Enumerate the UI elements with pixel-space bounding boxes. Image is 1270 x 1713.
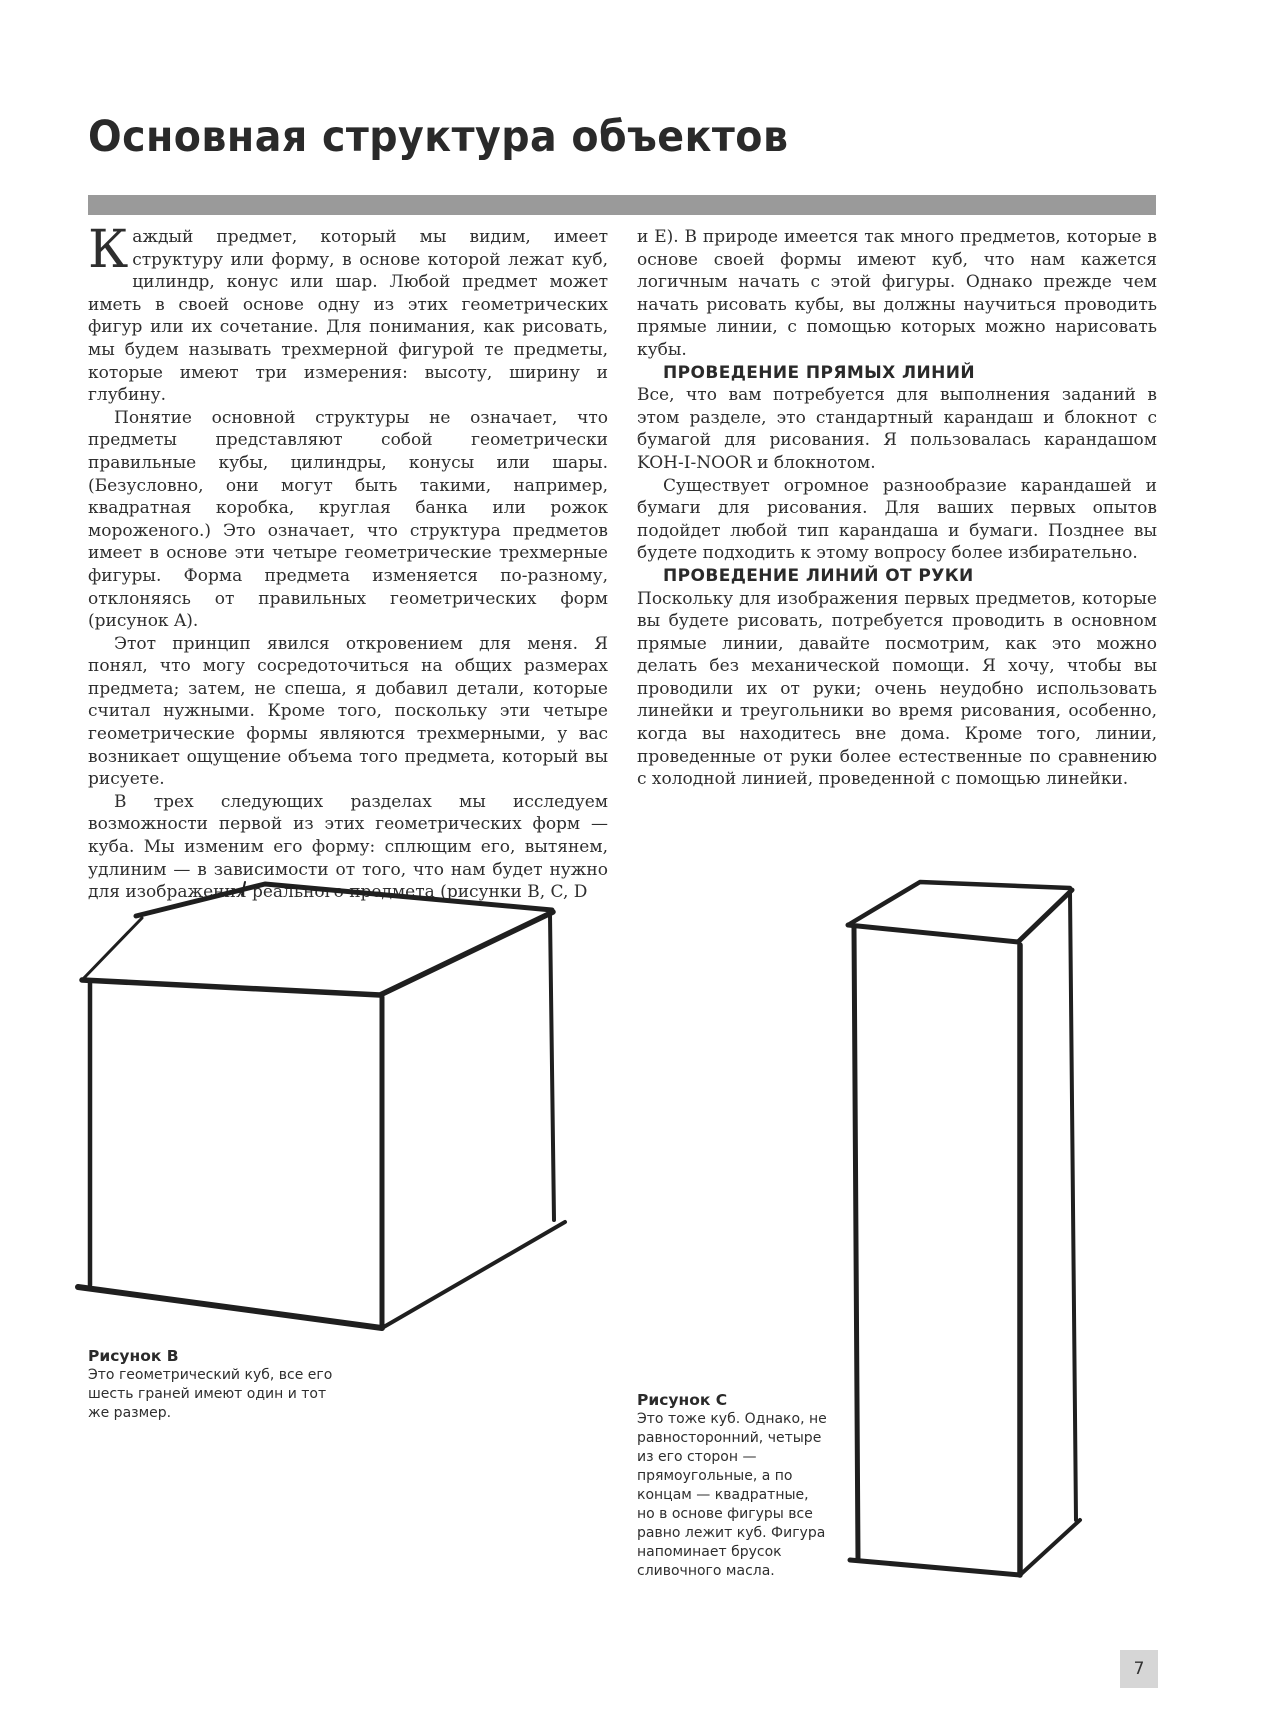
cube-b-right-vertical <box>550 915 554 1220</box>
cube-b-top-left-side <box>82 918 142 980</box>
paragraph-1 <box>88 220 608 407</box>
cube-sketch-b <box>60 860 580 1350</box>
box-c-top-front-edge <box>848 890 1072 942</box>
paragraph-6: Все, что вам потребуется для выполнения заданий в этом разделе, это стандартный карандаш и блокнот с бумагой для рисования. Я пользовалась карандашом KOH-I-NOOR и блокнотом. <box>637 385 1157 473</box>
paragraph-8: Поскольку для изображения первых предметов, которые вы будете рисовать, потребуется проводить в основном прямые линии, давайте посмотрим, как это можно делать без механической помощи. Я хочу, чтобы вы проводили их от руки; очень неудобно использовать линейки и треугольники во время рисования, особенно, когда вы находитесь вне дома. Кроме того, линии, проведенные от руки более естественные по сравнению с холодной линией, проведенной с помощью линейки. <box>637 588 1157 790</box>
cube-b-top-front-edge <box>82 912 553 995</box>
figure-b-caption <box>88 1347 348 1423</box>
left-text-column <box>88 220 608 904</box>
right-text-column <box>637 226 1157 791</box>
section-heading-freehand-lines: ПРОВЕДЕНИЕ ЛИНИЙ ОТ РУКИ <box>663 565 974 586</box>
cube-b-top-back-edge <box>136 884 552 916</box>
figure-b-label: Рисунок B <box>88 1347 179 1365</box>
box-c-left-vertical <box>854 928 858 1560</box>
section-heading-straight-lines: ПРОВЕДЕНИЕ ПРЯМЫХ ЛИНИЙ <box>663 362 976 383</box>
box-c-bottom-front-edge <box>850 1560 1020 1575</box>
paragraph-5: и E). В природе имеется так много предметов, которые в основе своей формы имеют куб, что нам кажется логичным начать с этой фигуры. Однако прежде чем начать рисовать кубы, вы должны научиться проводить прямые линии, с помощью которых можно нарисовать кубы. <box>637 227 1157 360</box>
box-c-right-vertical <box>1070 892 1076 1520</box>
figure-b-text: Это геометрический куб, все его шесть граней имеют один и тот же размер. <box>88 1367 333 1421</box>
cube-b-bottom-front-edge <box>78 1287 382 1328</box>
figure-c-caption <box>637 1391 827 1581</box>
figure-c-text: Это тоже куб. Однако, не равносторонний, четыре из его сторон — прямоугольные, а по концам — квадратные, но в основе фигуры все равно лежит куб. Фигура напоминает брусок сливочного масла. <box>637 1411 827 1579</box>
box-c-bottom-right-edge <box>1020 1520 1080 1575</box>
title-underline-bar <box>88 195 1156 215</box>
cube-b-top-left-edge <box>80 884 265 978</box>
box-c-top-back-edge <box>848 882 1070 925</box>
paragraph-3: Этот принцип явился откровением для меня. Я понял, что могу сосредоточиться на общих размерах предмета; затем, не спеша, я добавил детали, которые считал нужными. Кроме того, поскольку эти четыре геометрические формы являются трехмерными, у вас возникает ощущение объема того предмета, который вы рисуете. <box>88 633 608 790</box>
drop-cap: К <box>88 220 129 280</box>
tall-box-sketch-c <box>830 870 1150 1590</box>
cube-b-bottom-right-edge <box>382 1222 565 1328</box>
paragraph-1-text: аждый предмет, который мы видим, имеет структуру или форму, в основе которой лежат куб, цилиндр, конус или шар. Любой предмет может иметь в своей основе одну из этих геометрических фигур или их сочетание. Для понимания, как рисовать, мы будем называть трехмерной фигурой те предметы, которые имеют три измерения: высоту, ширину и глубину. <box>88 227 608 406</box>
figure-c-label: Рисунок C <box>637 1391 728 1409</box>
paragraph-7: Существует огромное разнообразие карандашей и бумаги для рисования. Для ваших первых опытов подойдет любой тип карандаша и бумаги. Позднее вы будете подходить к этому вопросу более избирательно. <box>637 475 1157 564</box>
page-title: Основная структура объектов <box>88 112 789 162</box>
page-number: 7 <box>1120 1650 1158 1688</box>
paragraph-2: Понятие основной структуры не означает, что предметы представляют собой геометрически правильные кубы, цилиндры, конусы или шары. (Безусловно, они могут быть такими, например, квадратная коробка, круглая банка или рожок мороженого.) Это означает, что структура предметов имеет в основе эти четыре геометрические трехмерные фигуры. Форма предмета изменяется по-разному, отклоняясь от правильных геометрических форм (рисунок A). <box>88 407 608 632</box>
paragraph-4: В трех следующих разделах мы исследуем возможности первой из этих геометрических форм — куба. Мы изменим его форму: сплющим его, вытянем, удлиним — в зависимости от того, что нам будет нужно для изображения реального предмета (рисунки B, C, D <box>88 791 608 903</box>
